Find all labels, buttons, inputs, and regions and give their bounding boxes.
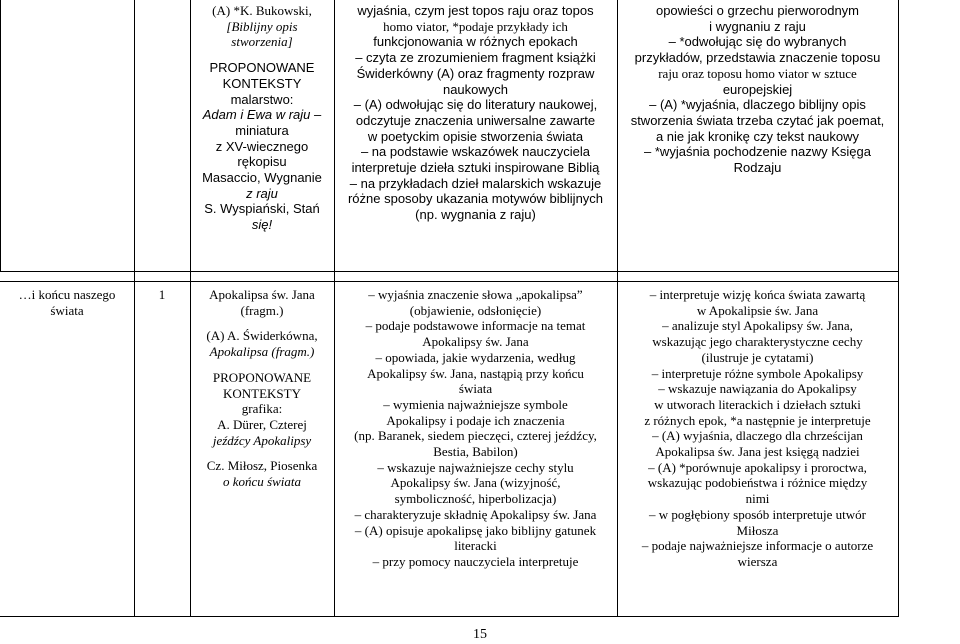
top-skills-basic-cell: [336, 3, 615, 223]
text-line: …i końcu naszego: [18, 287, 116, 302]
text-line: Apokalipsy św. Jana, nastąpią przy końcu: [367, 365, 584, 381]
text-line: świata: [50, 302, 84, 318]
grid-line: [0, 271, 899, 272]
text-line: – w pogłębiony sposób interpretuje utwór: [649, 506, 866, 522]
text-line: – wskazuje najważniejsze cechy stylu: [377, 459, 574, 475]
text-line: homo viator, *podaje przykłady ich: [383, 18, 568, 34]
text-line: – interpretuje różne symbole Apokalipsy: [651, 365, 864, 381]
top-texts-cell: [192, 3, 332, 233]
text-line: – (A) *porównuje apokalipsy i proroctwa,: [648, 459, 867, 475]
text-line: jeźdźcy Apokalipsy: [212, 432, 312, 448]
text-line: – wymienia najważniejsze symbole: [383, 396, 568, 412]
text-line: Apokalipsy św. Jana: [422, 334, 529, 350]
skills-basic-cell: [336, 287, 615, 570]
text-line: raju oraz toposu homo viator w sztuce: [658, 65, 857, 81]
text-line: – podaje podstawowe informacje na temat: [365, 318, 586, 334]
grid-line: [898, 0, 899, 616]
text-line: przykładów, przedstawia znaczenie toposu: [634, 50, 881, 66]
grid-line: [0, 616, 899, 617]
text-line: wskazując podobieństwa i różnice między: [647, 475, 868, 491]
text-line: – (A) wyjaśnia, dlaczego dla chrześcijan: [652, 428, 863, 444]
grid-line: [134, 0, 135, 616]
text-line: S. Wyspiański, Stań: [204, 201, 320, 217]
text-line: – analizuje styl Apokalipsy św. Jana,: [662, 318, 853, 334]
text-line: naukowych: [442, 81, 509, 97]
text-line: Masaccio, Wygnanie: [202, 170, 322, 186]
text-line: z XV-wiecznego: [215, 138, 309, 154]
text-line: się!: [251, 217, 273, 233]
text-line: różne sposoby ukazania motywów biblijnych: [347, 191, 604, 207]
text-line: – (A) odwołując się do literatury naukowej,: [353, 97, 598, 113]
text-line: – podaje najważniejsze informacje o autorze: [641, 538, 874, 554]
text-line: stworzenia świata trzeba czytać jak poemat,: [630, 112, 885, 128]
text-line: malarstwo:: [230, 91, 294, 107]
text-line: i wygnaniu z raju: [709, 18, 806, 34]
text-line: (np. Baranek, siedem pieczęci, czterej jeźdźcy,: [354, 428, 597, 444]
grid-line: [0, 0, 1, 271]
page-number: 15: [473, 627, 487, 642]
text-line: świata: [458, 381, 493, 397]
text-line: w utworach literackich i dziełach sztuki: [654, 396, 861, 412]
text-line: europejskiej: [722, 81, 793, 97]
text-line: – wskazuje nawiązania do Apokalipsy: [658, 381, 857, 397]
text-line: miniatura: [235, 122, 289, 138]
skills-extended-cell: [619, 287, 896, 570]
top-skills-extended-cell: [619, 3, 896, 176]
text-line: Miłosza: [736, 522, 779, 538]
text-line: opowieści o grzechu pierworodnym: [655, 3, 860, 18]
text-line: A. Dürer, Czterej: [217, 416, 307, 432]
text-line: grafika:: [241, 401, 283, 417]
text-line: nimi: [745, 491, 770, 507]
grid-line: [0, 281, 899, 282]
text-line: rękopisu: [237, 154, 287, 170]
text-line: (objawienie, odsłonięcie): [409, 302, 542, 318]
text-line: – wyjaśnia znaczenie słowa „apokalipsa”: [368, 287, 583, 302]
text-line: KONTEKSTY: [222, 75, 302, 91]
text-line: Rodzaju: [733, 160, 782, 176]
text-line: (A) A. Świderkówna,: [206, 328, 318, 344]
text-line: – charakteryzuje składnię Apokalipsy św. Jana: [354, 506, 597, 522]
text-line: (A) *K. Bukowski,: [212, 3, 312, 18]
text-line: wskazując jego charakterystyczne cechy: [652, 334, 863, 350]
text-line: (np. wygnania z raju): [415, 207, 536, 223]
hours-cell: 1: [158, 287, 166, 302]
text-line: – czyta ze zrozumieniem fragment książki: [355, 50, 596, 66]
text-line: Apokalipsa (fragm.): [209, 344, 315, 360]
text-line: Świderkówny (A) oraz fragmenty rozpraw: [356, 65, 595, 81]
texts-cell: [192, 287, 332, 490]
text-line: [Biblijny opis: [226, 18, 298, 34]
text-line: (ilustruje je cytatami): [701, 349, 814, 365]
grid-line: [617, 0, 618, 616]
text-line: funkcjonowania w różnych epokach: [373, 34, 578, 50]
text-line: PROPONOWANE: [209, 60, 315, 76]
text-line: Adam i Ewa w raju –: [202, 107, 322, 123]
text-line: w poetyckim opisie stworzenia świata: [367, 128, 584, 144]
text-line: symboliczność, hiperbolizacja): [394, 491, 557, 507]
text-line: z raju: [246, 185, 278, 201]
text-line: w Apokalipsie św. Jana: [696, 302, 819, 318]
text-line: wyjaśnia, czym jest topos raju oraz topos: [357, 3, 594, 18]
text-line: odczytuje znaczenia uniwersalne zawarte: [355, 112, 596, 128]
text-line: Apokalipsy i podaje ich znaczenia: [386, 412, 565, 428]
grid-line: [190, 0, 191, 616]
text-line: PROPONOWANE: [212, 369, 312, 385]
text-line: (fragm.): [240, 302, 284, 318]
text-line: literacki: [454, 538, 497, 554]
text-line: – na podstawie wskazówek nauczyciela: [360, 144, 591, 160]
text-line: Bestia, Babilon): [433, 444, 518, 460]
text-line: a nie jak kronikę czy tekst naukowy: [655, 128, 860, 144]
text-line: – przy pomocy nauczyciela interpretuje: [372, 553, 579, 569]
text-line: wiersza: [737, 553, 778, 569]
text-line: Apokalipsa św. Jana jest księgą nadziei: [655, 444, 860, 460]
text-line: o końcu świata: [223, 474, 301, 490]
text-line: – *odwołując się do wybranych: [668, 34, 847, 50]
grid-line: [334, 0, 335, 616]
text-line: Cz. Miłosz, Piosenka: [206, 458, 318, 474]
text-line: – (A) *wyjaśnia, dlaczego biblijny opis: [649, 97, 866, 113]
topic-cell: [2, 287, 132, 318]
text-line: – (A) opisuje apokalipsę jako biblijny gatunek: [354, 522, 597, 538]
text-line: Apokalipsa św. Jana: [209, 287, 315, 302]
text-line: – opowiada, jakie wydarzenia, według: [375, 349, 576, 365]
text-line: – na przykładach dzieł malarskich wskazuje: [349, 175, 602, 191]
text-line: – *wyjaśnia pochodzenie nazwy Księga: [644, 144, 871, 160]
text-line: Apokalipsy św. Jana (wizyjność,: [390, 475, 561, 491]
text-line: interpretuje dzieła sztuki inspirowane Biblią: [351, 160, 600, 176]
text-line: stworzenia]: [231, 34, 293, 50]
text-line: KONTEKSTY: [223, 385, 301, 401]
text-line: z różnych epok, *a następnie je interpretuje: [644, 412, 871, 428]
text-line: – interpretuje wizję końca świata zawartą: [649, 287, 866, 302]
